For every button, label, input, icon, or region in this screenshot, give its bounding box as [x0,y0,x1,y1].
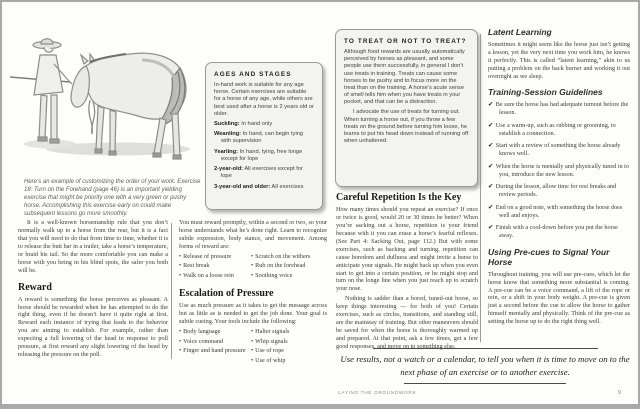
check-icon: ✔ [488,224,494,232]
left-page-column-1 [18,219,168,361]
footer-chapter-title: LAYING THE GROUNDWORK [338,391,417,396]
list-item: • Finger and hand pressure [179,347,246,355]
right-page-column-1 [336,192,478,353]
paragraph: Sometimes it might seem like the horse just isn’t getting a lesson, yet the very next time you work him, he knows it perfectly. This is called “latent learning,” akin to us putting a problem on the back burner and working it out overnight as we sleep. [488,40,630,80]
list-item: • Scratch on the withers [251,252,311,260]
ages-box-intro: In-hand work is suitable for any age horse. Certain exercises are suitable for a horse of any age, while others are best used after a horse is 2 years old or older. [214,82,314,117]
guidelines-checklist [488,101,630,240]
list-item: • Rub on the forehead [251,262,306,270]
section-heading-pre-cues: Using Pre-cues to Signal Your Horse [488,247,610,267]
bullet-icon: • [251,337,254,345]
paragraph: Nothing is sadder than a bored, tuned-out horse, so keep things interesting — for both of you! Certain exercises, such as circles, transitions, and standing still, are the mainstay of training. But other maneuvers should be saved for when the horse is thoroughly warmed up and prepared. At that point, ask a few times, get a few good responses, and move on to something else. [336,295,478,350]
figure-caption: Here’s an example of customizing the order of your work. Exercise 18: Turn on the Forehand (page 46) is an important yielding exercise that might be priority one with a very green or pushy horse. Accomplishing this exercise early on could make subsequent lessons go more smoothly. [24,179,201,217]
to-treat-box [335,29,478,187]
column-divider [171,223,172,359]
treat-box-paragraph: Although food rewards are usually automatically perceived by horses as pleasant, and some people use them successfully, in general I don’t use treats in training. Treats can cause some horses to be pushy and to focus more on the treat than on the training. A horse’s acute sense of smell tells him when you have treats in your pocket, and that can be a distraction. [344,49,465,106]
bullet-icon: • [251,252,254,260]
check-icon: ✔ [488,162,494,170]
list-item: • Whip signals [251,337,288,345]
bullet-icon: • [251,328,254,336]
paragraph: Throughout training, you will use pre-cues, which let the horse know that something more substantial is coming. A pre-cue can be a voice command, a lift of the rope or rein, or a shift in your body weight. A pre-cue is given just a second before the cue to allow the horse to gather himself mentally and physically. Think of the pre-cue as setting the horse up to do the right thing well. [488,270,630,326]
section-heading-escalation: Escalation of Pressure [179,288,274,300]
column-divider [480,34,481,342]
bullet-icon: • [179,271,182,279]
reward-list [179,253,327,282]
horse-handler-illustration [10,8,206,166]
checklist-item: ✔ When the horse is mentally and physically tuned in to you, introduce the new lesson. [488,162,629,178]
section-heading-reward: Reward [18,281,52,293]
list-item: • Release of pressure [179,252,232,260]
paragraph: A reward is something the horse perceives as pleasant. A horse should be rewarded when he has attempted to do the right thing, even if he doesn’t have it quite right at first. Reward each instance of trying that leads to the behavior you are aiming to establish. For example, rather than expecting a full lowering of the head in response to poll pressure, at first reward any slight lowering of the head by releasing the pressure on the poll. [18,295,168,359]
check-icon: ✔ [488,121,494,129]
list-item: • Voice command [179,337,224,345]
list-item: • Walk on a loose rein [179,271,234,279]
bullet-icon: • [179,328,182,336]
list-item: • Rest break [179,262,210,270]
checklist-item: ✔ Use a warm-up, such as rubbing or grooming, to establish a connection. [488,121,616,137]
age-entry: Weanling: In hand, can begin tying with supervision [214,131,304,145]
left-page-column-2 [179,219,327,369]
check-icon: ✔ [488,142,494,150]
ages-and-stages-box [205,62,323,210]
bullet-icon: • [179,347,182,355]
checklist-item: ✔ Be sure the horse has had adequate turnout before the lesson. [488,101,629,117]
age-entry: 3-year-old and older: All exercises [214,183,304,190]
handler-figure [10,39,72,143]
age-entry: 2-year-old: All exercises except for lope [214,166,303,180]
quote-rule-bottom [404,383,566,384]
paragraph: How many times should you repeat an exercise? If once or twice is good, would 20 or 30 times be better? When you’re sacking out a horse, repetition is your friend because with it you can erase a horse’s fearful reflexes. (See Part 4: Sacking Out, page 112.) But with some exercises, such as backing and turning, repetition can cause boredom and dullness and might invite a horse to anticipate your signals. He might back up when you even start to get into a certain position, or he might stop and turn on the longe line when you just reach up to scratch your nose. [336,206,478,293]
section-heading-repetition: Careful Repetition Is the Key [336,192,462,203]
list-item: • Use of rope [251,347,285,355]
checklist-item: ✔ Finish with a cool-down before you put the horse away. [488,224,618,240]
list-item: • Body language [179,328,221,336]
tools-list [179,328,327,366]
list-item: • Use of whip [251,356,286,364]
age-entry: Yearling: In hand, tying, free longe except for lope [214,148,303,162]
quote-rule-top [373,348,598,349]
section-heading-latent-learning: Latent Learning [488,27,552,37]
checklist-item: ✔ During the lesson, allow time for rest breaks and review periods. [488,183,617,199]
pull-quote [340,348,630,384]
check-icon: ✔ [488,203,494,211]
checklist-item: ✔ Start with a review of something the horse already knows well. [488,142,621,158]
page-background [2,2,638,404]
bullet-icon: • [251,271,254,279]
ground-shadow [24,140,190,156]
rope-loop [89,100,95,134]
treat-box-title: TO TREAT OR NOT TO TREAT? [344,38,467,45]
check-icon: ✔ [488,183,494,191]
bullet-icon: • [251,356,254,364]
list-item: • Halter signals [251,328,290,336]
checklist-item: ✔ End on a good note, with something the horse does well and enjoys. [488,203,623,219]
ages-box-title: AGES AND STAGES [214,71,292,78]
bullet-icon: • [179,337,182,345]
bullet-icon: • [179,252,182,260]
age-entry: Suckling: In hand only [214,120,273,127]
paragraph: You must reward promptly, within a second or two, so your horse understands what he’s done right. Learn to recognize subtle expression, body stance, and movement. Among forms of reward are: [179,219,327,250]
check-icon: ✔ [488,101,494,109]
pull-quote-text: Use results, not a watch or a calendar, to tell you when it is time to move on to the next phase of an exercise or to another exercise. [340,354,630,377]
treat-box-paragraph: I advocate the use of treats for turning out. When turning a horse out, if you throw a few treats on the ground before turning him loose, he learns to put his head down instead of running off when unhaltered. [344,109,469,145]
list-item: • Soothing voice [251,271,293,279]
right-page-column-2 [488,28,630,328]
bullet-icon: • [251,347,254,355]
paragraph: Use as much pressure as it takes to get the message across but as little as is needed to get the job done. Your goal is subtle cueing. Your tools include the following: [179,302,327,326]
paragraph: It is a well-known horsemanship rule that you don’t normally walk up to a horse from the rear, but it is a fact that you will need to do that from time to time, whether it is to release the butt bar in a trailer, take a horse’s temperature, or braid his tail. So the more comfortable you can make a horse with you being in his blind spots, the safer you both will be. [18,219,168,274]
bullet-icon: • [251,262,254,270]
section-heading-guidelines: Training-Session Guidelines [488,87,603,98]
bullet-icon: • [179,262,182,270]
footer-page-number: 9 [618,390,621,396]
